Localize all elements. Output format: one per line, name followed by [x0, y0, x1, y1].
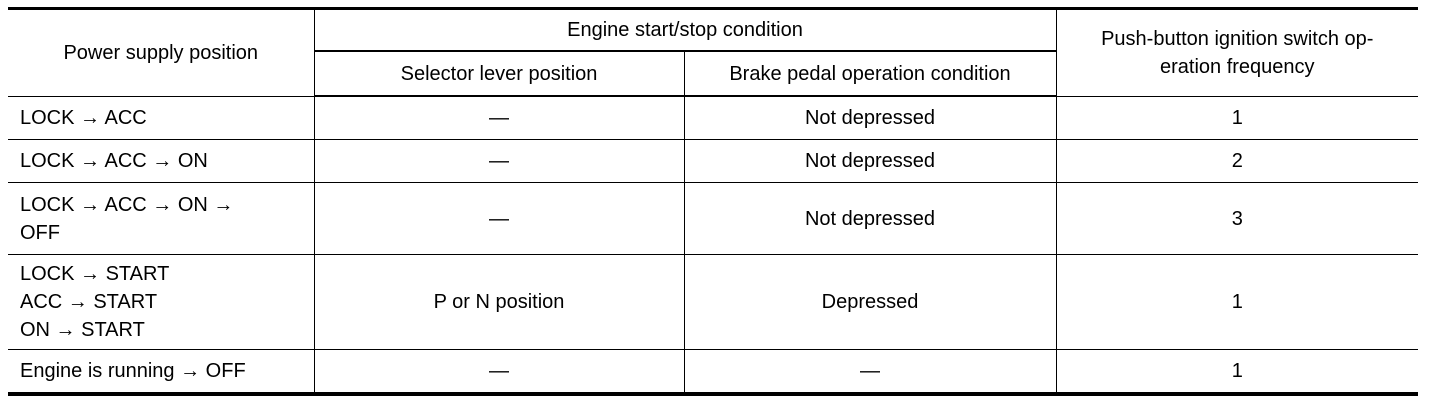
header-power-supply-position: Power supply position — [8, 9, 314, 97]
cell-frequency: 1 — [1056, 255, 1418, 350]
cell-selector: — — [314, 96, 684, 140]
position-line: LOCK → ACC → ON — [20, 150, 208, 172]
cell-power-position — [8, 255, 314, 350]
cell-brake: Not depressed — [684, 96, 1056, 140]
cell-brake: Not depressed — [684, 140, 1056, 183]
cell-power-position — [8, 96, 314, 140]
header-row-1 — [8, 9, 1418, 52]
header-frequency-line-1: Push-button ignition switch op- — [1101, 27, 1374, 50]
cell-frequency: 1 — [1056, 350, 1418, 395]
header-frequency — [1056, 9, 1418, 97]
position-line: LOCK → START — [20, 263, 170, 285]
table-row — [8, 140, 1418, 183]
header-selector-lever-position: Selector lever position — [314, 51, 684, 96]
header-brake-pedal-condition: Brake pedal operation condition — [684, 51, 1056, 96]
cell-brake: — — [684, 350, 1056, 395]
cell-frequency: 1 — [1056, 96, 1418, 140]
cell-brake: Not depressed — [684, 183, 1056, 255]
position-line: Engine is running → OFF — [20, 360, 246, 382]
table-row — [8, 183, 1418, 255]
table-body — [8, 96, 1418, 394]
header-frequency-line-2: eration frequency — [1159, 55, 1315, 78]
table-row — [8, 96, 1418, 140]
cell-selector: — — [314, 350, 684, 395]
table-row — [8, 255, 1418, 350]
position-line: LOCK → ACC → ON → — [20, 193, 234, 216]
cell-brake: Depressed — [684, 255, 1056, 350]
position-line: LOCK → ACC — [20, 106, 147, 129]
header-engine-condition: Engine start/stop condition — [314, 9, 1056, 52]
position-line: ON → START — [20, 319, 145, 341]
position-line: OFF — [20, 221, 60, 244]
cell-power-position — [8, 183, 314, 255]
cell-selector: — — [314, 183, 684, 255]
cell-selector: P or N position — [314, 255, 684, 350]
cell-frequency: 2 — [1056, 140, 1418, 183]
cell-power-position — [8, 140, 314, 183]
table-header — [8, 9, 1418, 97]
cell-selector: — — [314, 140, 684, 183]
cell-power-position — [8, 350, 314, 395]
ignition-frequency-table — [8, 7, 1418, 396]
position-line: ACC → START — [20, 291, 158, 313]
table-row — [8, 350, 1418, 395]
cell-frequency: 3 — [1056, 183, 1418, 255]
